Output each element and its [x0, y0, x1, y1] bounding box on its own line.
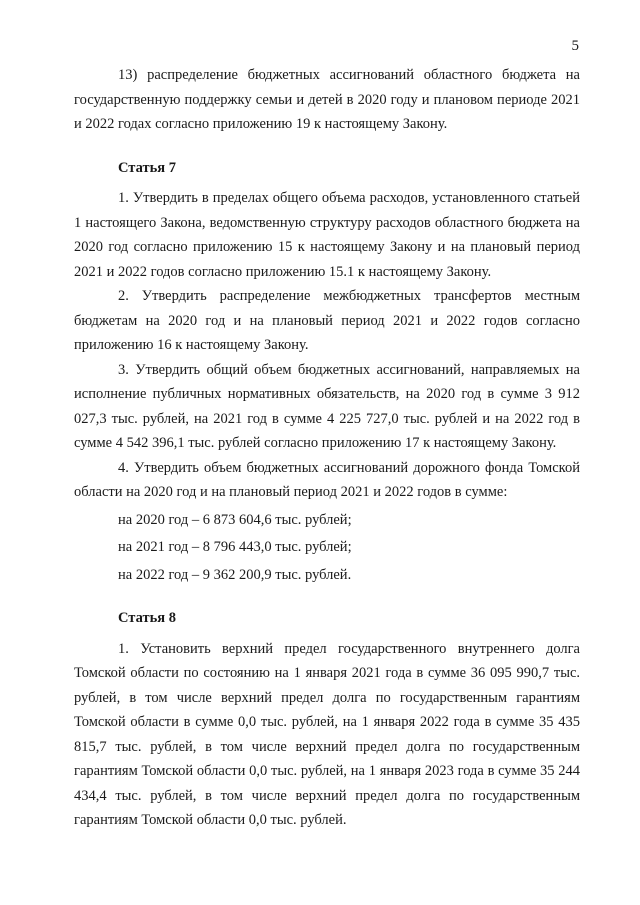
page-number: 5 [571, 38, 579, 54]
road-fund-sum-2021: на 2021 год – 8 796 443,0 тыс. рублей; [118, 539, 352, 555]
article-8-paragraph-1: 1. Установить верхний предел государственного внутреннего долга Томской области по состоянию на 1 января 2021 года в сумме 36 095 990,7 тыс. рублей, в том числе верхний предел долга по государственным гарантиям Томской области в сумме 0,0 тыс. рублей, на 1 января 2022 года в сумме 35 435 815,7 тыс. рублей, в том числе верхний предел долга по государственным гарантиям Томской области 0,0 тыс. рублей, на 1 января 2023 года в сумме 35 244 434,4 тыс. рублей, в том числе верхний предел долга по государственным гарантиям Томской области 0,0 тыс. рублей. [74, 640, 580, 828]
road-fund-sum-2020: на 2020 год – 6 873 604,6 тыс. рублей; [118, 511, 352, 528]
article-7-heading: Статья 7 [118, 159, 176, 176]
list-item-13: 13) распределение бюджетных ассигнований областного бюджета на государственную поддержку семьи и детей в 2020 году и плановом периоде 2021 и 2022 годах согласно приложению 19 к настоящему Закону. [74, 67, 580, 132]
road-fund-sum-2022: на 2022 год – 9 362 200,9 тыс. рублей. [118, 566, 352, 583]
document-body [74, 63, 580, 833]
article-7-paragraph-2: 2. Утвердить распределение межбюджетных трансфертов местным бюджетам на 2020 год и на плановый период 2021 и 2022 годов согласно приложению 16 к настоящему Закону. [74, 288, 580, 353]
article-7-paragraph-4: 4. Утвердить объем бюджетных ассигнований дорожного фонда Томской области на 2020 год и на плановый период 2021 и 2022 годов в сумме: [74, 459, 580, 500]
article-7-paragraph-1: 1. Утвердить в пределах общего объема расходов, установленного статьей 1 настоящего Закона, ведомственную структуру расходов областного бюджета на 2020 год согласно приложению 15 к настоящему Закону и на плановый период 2021 и 2022 годов согласно приложению 15.1 к настоящему Закону. [74, 190, 580, 280]
article-8-heading: Статья 8 [118, 610, 176, 626]
article-7-paragraph-3: 3. Утвердить общий объем бюджетных ассигнований, направляемых на исполнение публичных нормативных обязательств, на 2020 год в сумме 3 912 027,3 тыс. рублей, на 2021 год в сумме 4 225 727,0 тыс. рублей и на 2022 год в сумме 4 542 396,1 тыс. рублей согласно приложению 17 к настоящему Закону. [74, 361, 580, 451]
